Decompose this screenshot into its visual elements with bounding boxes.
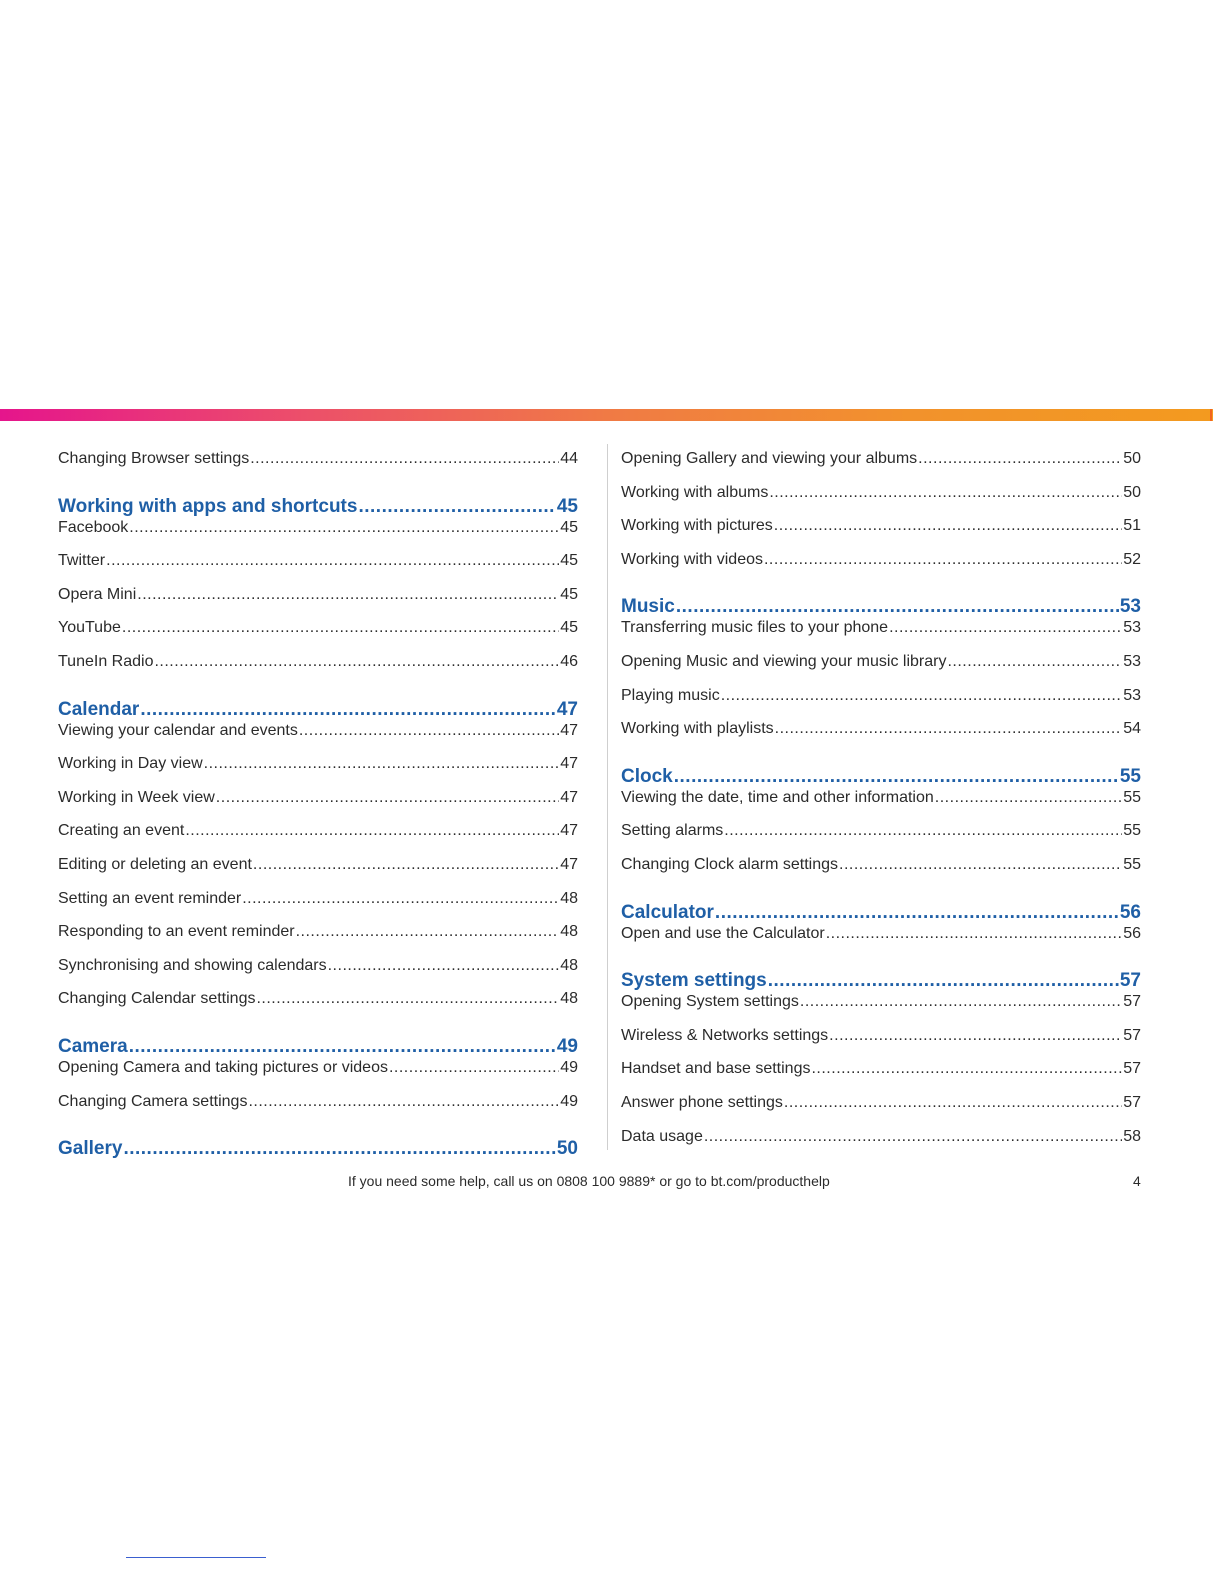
toc-entry[interactable] (58, 546, 578, 580)
toc-page-number: 48 (560, 956, 578, 974)
toc-dot-leader (250, 444, 559, 474)
toc-page-number: 57 (1123, 1093, 1141, 1111)
toc-entry-title: Working in Week view (58, 788, 215, 806)
toc-entry-title: Changing Calendar settings (58, 990, 256, 1008)
toc-entry[interactable] (58, 783, 578, 817)
toc-page-number: 49 (560, 1058, 578, 1076)
toc-page-number: 55 (1123, 855, 1141, 873)
toc-page-number: 45 (560, 619, 578, 637)
toc-entry-title: Handset and base settings (621, 1060, 811, 1078)
toc-dot-leader (122, 613, 559, 643)
toc-page-number: 48 (560, 923, 578, 941)
toc-entry-title: Responding to an event reminder (58, 923, 295, 941)
toc-page-number: 50 (1123, 450, 1141, 467)
toc-entry-title: Changing Camera settings (58, 1092, 248, 1110)
toc-page-number: 47 (560, 822, 578, 840)
page-footer (0, 1173, 1225, 1193)
toc-page-number: 51 (1123, 517, 1141, 535)
toc-entry-title: Editing or deleting an event (58, 855, 252, 873)
toc-dot-leader (253, 850, 559, 880)
toc-page-number: 50 (1123, 483, 1141, 501)
toc-page-number: 55 (1119, 765, 1141, 787)
toc-page-number: 45 (560, 552, 578, 570)
toc-page-number: 57 (1119, 970, 1141, 992)
toc-entry[interactable] (621, 511, 1141, 545)
toc-page-number: 57 (1123, 1026, 1141, 1044)
toc-entry-title: Changing Clock alarm settings (621, 855, 838, 873)
toc-entry-title: Opening Gallery and viewing your albums (621, 450, 918, 467)
toc-page-number: 56 (1119, 901, 1141, 923)
toc-page-number: 46 (560, 652, 578, 670)
toc-page-number: 47 (560, 788, 578, 806)
toc-dot-leader (204, 749, 560, 779)
toc-dot-leader (248, 1087, 559, 1117)
toc-entry[interactable] (58, 647, 578, 681)
toc-entry-title: Wireless & Networks settings (621, 1026, 829, 1044)
toc-heading-title: Music (621, 596, 675, 618)
toc-dot-leader (242, 884, 559, 914)
toc-entry-title: Working with albums (621, 483, 769, 501)
toc-entry[interactable] (621, 478, 1141, 512)
toc-entry-title: Data usage (621, 1127, 703, 1145)
toc-page-number: 52 (1123, 550, 1141, 568)
toc-entry[interactable] (58, 1087, 578, 1121)
toc-dot-leader (764, 545, 1122, 575)
toc-entry-title: Creating an event (58, 822, 185, 840)
toc-entry[interactable] (621, 545, 1141, 579)
toc-entry[interactable] (58, 884, 578, 918)
footer-page-number: 4 (1133, 1173, 1141, 1189)
toc-page-number: 50 (556, 1138, 578, 1160)
toc-page-number: 47 (560, 721, 578, 739)
toc-entry[interactable] (58, 1053, 578, 1087)
toc-page-number: 55 (1123, 822, 1141, 840)
toc-heading-title: Camera (58, 1035, 128, 1057)
toc-page-number: 58 (1123, 1127, 1141, 1145)
column-divider (607, 444, 608, 1150)
toc-entry-title: TuneIn Radio (58, 652, 154, 670)
toc-heading-title: Calendar (58, 698, 140, 720)
toc-entry-title: Opening System settings (621, 993, 799, 1011)
toc-dot-leader (106, 546, 559, 576)
toc-entry-title: YouTube (58, 619, 121, 637)
toc-page-number: 55 (1123, 788, 1141, 806)
toc-page-number: 53 (1123, 686, 1141, 704)
toc-entry[interactable] (58, 580, 578, 614)
toc-heading-title: System settings (621, 970, 767, 992)
toc-dot-leader (129, 513, 559, 543)
toc-dot-leader (811, 1054, 1122, 1084)
toc-page-number: 57 (1123, 993, 1141, 1011)
toc-dot-leader (137, 580, 559, 610)
toc-page-number: 48 (560, 889, 578, 907)
toc-entry-title: Twitter (58, 552, 106, 570)
toc-entry[interactable] (58, 513, 578, 547)
toc-entry[interactable] (621, 647, 1141, 681)
toc-page-number: 56 (1123, 924, 1141, 942)
toc-entry-title: Changing Browser settings (58, 450, 250, 467)
toc-dot-leader (947, 647, 1122, 677)
toc-page-number: 57 (1123, 1060, 1141, 1078)
toc-section-heading[interactable] (58, 1132, 578, 1166)
toc-entry-title: Facebook (58, 518, 129, 536)
toc-dot-leader (328, 951, 560, 981)
toc-page-number: 54 (1123, 720, 1141, 738)
toc-dot-leader (826, 919, 1123, 949)
toc-dot-leader (769, 478, 1122, 508)
toc-page-number: 45 (556, 495, 578, 517)
toc-dot-leader (721, 681, 1123, 711)
toc-entry-title: Viewing the date, time and other information (621, 788, 934, 806)
toc-heading-title: Working with apps and shortcuts (58, 495, 358, 517)
toc-dot-leader (784, 1088, 1122, 1118)
toc-entry[interactable] (58, 444, 578, 478)
toc-entry[interactable] (58, 716, 578, 750)
toc-page-number: 49 (560, 1092, 578, 1110)
toc-dot-leader (256, 984, 559, 1014)
toc-entry-title: Working with playlists (621, 720, 774, 738)
toc-dot-leader (918, 444, 1122, 474)
toc-dot-leader (185, 816, 559, 846)
toc-heading-title: Clock (621, 765, 673, 787)
toc-dot-leader (154, 647, 559, 677)
toc-entry[interactable] (621, 987, 1141, 1021)
toc-entry[interactable] (621, 919, 1141, 953)
toc-heading-title: Gallery (58, 1138, 123, 1160)
toc-entry[interactable] (58, 850, 578, 884)
toc-dot-leader (704, 1122, 1122, 1152)
toc-entry[interactable] (58, 749, 578, 783)
footer-help-text: If you need some help, call us on 0808 100 9889* or go to bt.com/producthelp (348, 1173, 830, 1189)
toc-entry-title: Answer phone settings (621, 1093, 783, 1111)
toc-page-number: 49 (556, 1035, 578, 1057)
toc-heading-title: Calculator (621, 901, 714, 923)
toc-entry-title: Working with pictures (621, 517, 773, 535)
toc-page-number: 47 (560, 755, 578, 773)
toc-dot-leader (774, 511, 1122, 541)
toc-entry[interactable] (621, 816, 1141, 850)
toc-dot-leader (216, 783, 559, 813)
toc-entry-title: Opera Mini (58, 585, 137, 603)
toc-dot-leader (935, 783, 1122, 813)
toc-page-number: 53 (1123, 652, 1141, 670)
toc-page-number: 44 (560, 450, 578, 467)
toc-dot-leader (123, 1132, 555, 1166)
toc-page-number: 47 (556, 698, 578, 720)
toc-entry-title: Viewing your calendar and events (58, 721, 298, 739)
toc-entry-title: Setting alarms (621, 822, 724, 840)
toc-entry[interactable] (621, 444, 1141, 478)
toc-page-number: 53 (1119, 596, 1141, 618)
toc-entry[interactable] (621, 1122, 1141, 1156)
toc-entry[interactable] (621, 613, 1141, 647)
toc-entry-title: Working with videos (621, 550, 763, 568)
toc-entry-title: Transferring music files to your phone (621, 619, 889, 637)
toc-entry[interactable] (58, 984, 578, 1018)
toc-entry[interactable] (58, 917, 578, 951)
toc-entry-title: Synchronising and showing calendars (58, 956, 327, 974)
brand-gradient-bar (0, 409, 1213, 421)
toc-dot-leader (775, 714, 1123, 744)
toc-dot-leader (889, 613, 1122, 643)
toc-entry[interactable] (58, 951, 578, 985)
toc-entry[interactable] (621, 1021, 1141, 1055)
toc-dot-leader (829, 1021, 1122, 1051)
toc-dot-leader (299, 716, 559, 746)
toc-page-number: 53 (1123, 619, 1141, 637)
toc-entry[interactable] (621, 850, 1141, 884)
toc-entry[interactable] (621, 1054, 1141, 1088)
toc-dot-leader (724, 816, 1122, 846)
toc-entry[interactable] (58, 816, 578, 850)
toc-page-number: 48 (560, 990, 578, 1008)
toc-entry-title: Open and use the Calculator (621, 924, 825, 942)
toc-entry[interactable] (621, 1088, 1141, 1122)
toc-page-number: 45 (560, 518, 578, 536)
toc-entry-title: Setting an event reminder (58, 889, 242, 907)
toc-page-number: 45 (560, 585, 578, 603)
toc-entry[interactable] (621, 783, 1141, 817)
toc-left-column (58, 444, 578, 1166)
toc-entry[interactable] (621, 681, 1141, 715)
toc-dot-leader (389, 1053, 559, 1083)
toc-dot-leader (800, 987, 1122, 1017)
toc-entry[interactable] (58, 613, 578, 647)
toc-entry-title: Playing music (621, 686, 720, 704)
toc-entry-title: Working in Day view (58, 755, 203, 773)
toc-entry-title: Opening Music and viewing your music library (621, 652, 947, 670)
brand-bar-end-mark (1210, 409, 1212, 421)
toc-entry-title: Opening Camera and taking pictures or videos (58, 1058, 388, 1076)
toc-right-column (621, 444, 1141, 1155)
toc-dot-leader (296, 917, 560, 947)
toc-page-number: 47 (560, 855, 578, 873)
toc-dot-leader (839, 850, 1122, 880)
toc-entry[interactable] (621, 714, 1141, 748)
bottom-link-underline (126, 1557, 266, 1558)
